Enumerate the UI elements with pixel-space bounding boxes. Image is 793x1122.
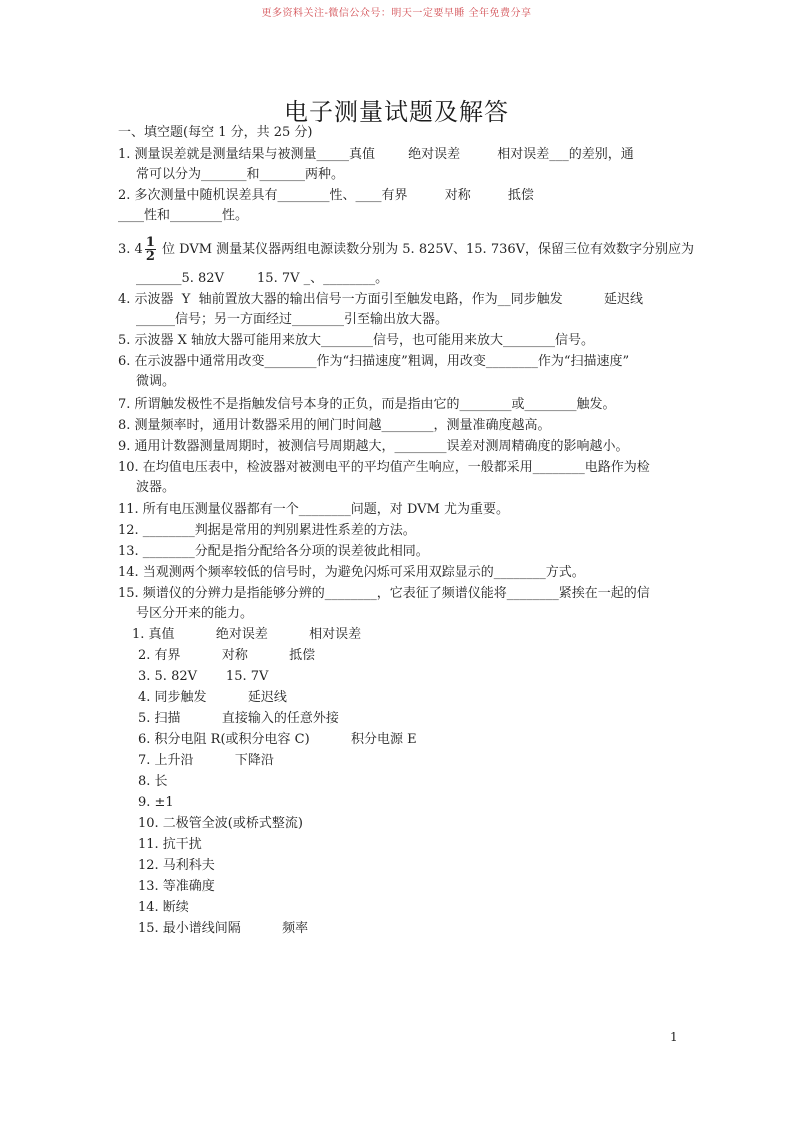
question-10-line-2: 波器。 [136, 480, 176, 495]
question-1-line-2: 常可以分为_______和_______两种。 [136, 167, 345, 182]
question-2-line-1: 2. 多次测量中随机误差具有________性、____有界 对称 抵偿 [118, 188, 534, 203]
question-3-line-1 [118, 236, 694, 263]
answer-13: 13. 等准确度 [138, 879, 215, 894]
question-7: 7. 所谓触发极性不是指触发信号本身的正负，而是指由它的________或________触发。 [118, 397, 616, 412]
answer-14: 14. 断续 [138, 900, 189, 915]
question-14: 14. 当观测两个频率较低的信号时，为避免闪烁可采用双踪显示的________方式。 [118, 565, 585, 580]
fraction-one-half: $\frac{1}{2}$ [145, 235, 155, 264]
question-15-line-2: 号区分开来的能力。 [136, 606, 254, 621]
question-6-line-1: 6. 在示波器中通常用改变________作为“扫描速度”粗调，用改变________作为“扫描速度” [118, 354, 630, 369]
question-6-line-2: 微调。 [136, 374, 176, 389]
question-3-prefix: 3. 4 [118, 242, 143, 257]
question-11: 11. 所有电压测量仪器都有一个________问题，对 DVM 尤为重要。 [118, 502, 509, 517]
answer-7: 7. 上升沿 下降沿 [138, 753, 274, 768]
question-2-line-2: ____性和________性。 [118, 208, 249, 223]
answer-10: 10. 二极管全波(或桥式整流) [138, 816, 303, 831]
document-title: 电子测量试题及解答 [284, 98, 509, 126]
top-banner: 更多资料关注-微信公众号：明天一定要早睡 全年免费分享 [261, 8, 532, 19]
question-5: 5. 示波器 X 轴放大器可能用来放大________信号，也可能用来放大________信号。 [118, 333, 595, 348]
question-3-line-2: _______5. 82V 15. 7V _、________。 [136, 271, 389, 286]
question-4-line-2: ______信号；另一方面经过________引至输出放大器。 [136, 312, 449, 327]
section-heading: 一、填空题(每空 1 分，共 25 分) [118, 125, 313, 140]
question-4-line-1: 4. 示波器 Y 轴前置放大器的输出信号一方面引至触发电路，作为__同步触发 延迟线 [118, 292, 643, 307]
answer-2: 2. 有界 对称 抵偿 [138, 648, 316, 663]
answer-9: 9. ±1 [138, 795, 174, 810]
answer-4: 4. 同步触发 延迟线 [138, 690, 287, 705]
answer-5: 5. 扫描 直接输入的任意外接 [138, 711, 339, 726]
question-12: 12. ________判据是常用的判别累进性系差的方法。 [118, 523, 416, 538]
answer-3: 3. 5. 82V 15. 7V [138, 669, 269, 684]
answer-12: 12. 马利科夫 [138, 858, 215, 873]
question-3-text: 位 DVM 测量某仪器两组电源读数分别为 5. 825V、15. 736V，保留三位有效数字分别应为 [157, 242, 695, 257]
answer-6: 6. 积分电阻 R(或积分电容 C) 积分电源 E [138, 732, 417, 747]
question-10-line-1: 10. 在均值电压表中，检波器对被测电平的平均值产生响应，一般都采用________电路作为检 [118, 460, 650, 475]
question-1-line-1: 1. 测量误差就是测量结果与被测量_____真值 绝对误差 相对误差___的差别，通 [118, 147, 634, 162]
answer-11: 11. 抗干扰 [138, 837, 202, 852]
page-number: 1 [670, 1030, 678, 1044]
answer-15: 15. 最小谱线间隔 频率 [138, 921, 309, 936]
question-9: 9. 通用计数器测量周期时，被测信号周期越大，________误差对测周精确度的影响越小。 [118, 439, 629, 454]
question-15-line-1: 15. 频谱仪的分辨力是指能够分辨的________，它表征了频谱仪能将________紧挨在一起的信 [118, 586, 650, 601]
answer-1: 1. 真值 绝对误差 相对误差 [132, 627, 362, 642]
question-8: 8. 测量频率时，通用计数器采用的闸门时间越________，测量准确度越高。 [118, 418, 551, 433]
question-13: 13. ________分配是指分配给各分项的误差彼此相同。 [118, 544, 429, 559]
answer-8: 8. 长 [138, 774, 168, 789]
